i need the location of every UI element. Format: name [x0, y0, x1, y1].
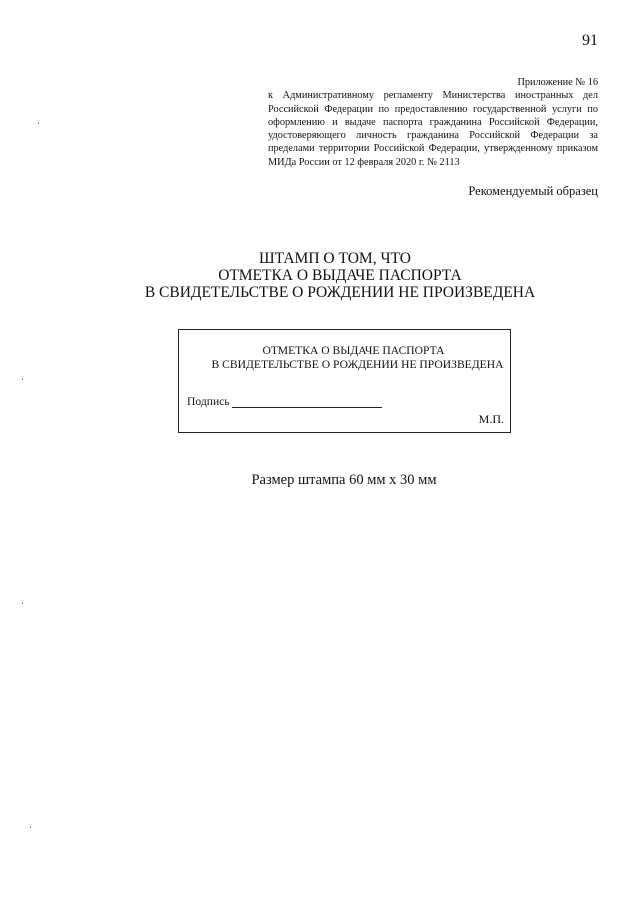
scan-speck — [38, 122, 39, 124]
seal-place-label: М.П. — [478, 412, 504, 426]
scan-speck — [22, 378, 23, 380]
stamp-title-line: ОТМЕТКА О ВЫДАЧЕ ПАСПОРТА — [262, 344, 445, 357]
signature-label: Подпись — [187, 395, 230, 408]
signature-line — [232, 395, 382, 408]
stamp-box — [178, 329, 511, 433]
scan-speck — [30, 826, 31, 828]
document-heading — [0, 250, 640, 301]
appendix-number: Приложение № 16 — [517, 77, 598, 88]
signature-row — [187, 395, 382, 408]
appendix-block — [268, 76, 598, 169]
sample-label: Рекомендуемый образец — [468, 184, 598, 198]
heading-line: ШТАМП О ТОМ, ЧТО — [259, 250, 411, 267]
stamp-title-line: В СВИДЕТЕЛЬСТВЕ О РОЖДЕНИИ НЕ ПРОИЗВЕДЕНА — [211, 358, 504, 371]
page-number: 91 — [582, 32, 598, 49]
heading-line: В СВИДЕТЕЛЬСТВЕ О РОЖДЕНИИ НЕ ПРОИЗВЕДЕНА — [144, 284, 536, 301]
stamp-title — [179, 344, 510, 372]
heading-line: ОТМЕТКА О ВЫДАЧЕ ПАСПОРТА — [218, 267, 462, 284]
stamp-size-note: Размер штампа 60 мм х 30 мм — [251, 472, 437, 488]
scan-speck — [22, 602, 23, 604]
appendix-text: к Административному регламенту Министерства иностранных дел Российской Федерации по предоставлению государственной услуги по оформлению и выдаче паспорта гражданина Российской Федерации, удостоверяющего личность гражданина Российской Федерации за пределами территории Российской Федерации, утвержденному приказом МИДа России от 12 февраля 2020 г. № 2113 — [268, 90, 598, 168]
